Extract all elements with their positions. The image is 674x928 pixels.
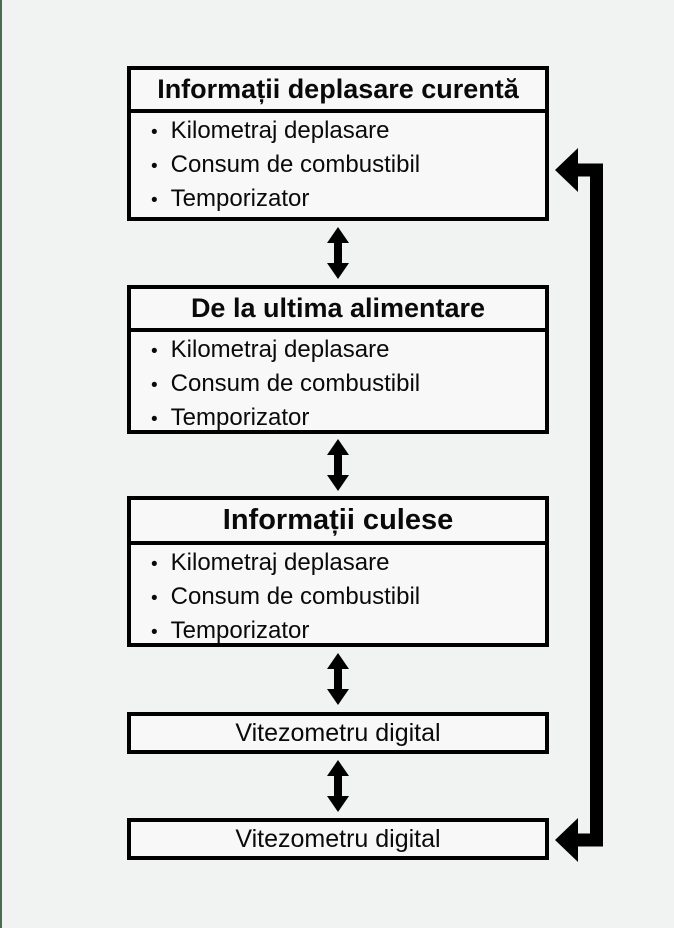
list-item bbox=[151, 183, 537, 217]
bullet-icon: • bbox=[151, 375, 158, 396]
box-current-trip-info bbox=[127, 66, 549, 221]
list-item bbox=[151, 149, 537, 183]
list-item bbox=[151, 547, 537, 581]
box-label: Vitezometru digital bbox=[235, 825, 441, 853]
list-item-label: Kilometraj deplasare bbox=[170, 117, 390, 144]
bullet-icon: • bbox=[151, 190, 158, 211]
bidirectional-arrow-icon bbox=[326, 227, 350, 279]
bullet-icon: • bbox=[151, 122, 158, 143]
box-item-list bbox=[131, 113, 545, 217]
bullet-icon: • bbox=[151, 409, 158, 430]
list-item bbox=[151, 368, 537, 402]
bullet-icon: • bbox=[151, 156, 158, 177]
list-item-label: Kilometraj deplasare bbox=[170, 549, 390, 576]
list-item-label: Temporizator bbox=[170, 617, 310, 644]
list-item-label: Kilometraj deplasare bbox=[170, 336, 390, 363]
box-since-last-refuel bbox=[127, 285, 549, 434]
list-item bbox=[151, 334, 537, 368]
list-item bbox=[151, 615, 537, 647]
list-item bbox=[151, 402, 537, 434]
box-title: Informații deplasare curentă bbox=[131, 70, 545, 113]
box-item-list bbox=[131, 332, 545, 434]
box-label: Vitezometru digital bbox=[235, 719, 441, 747]
bullet-icon: • bbox=[151, 622, 158, 643]
box-digital-speedometer-1 bbox=[127, 712, 549, 754]
bullet-icon: • bbox=[151, 341, 158, 362]
box-title: Informații culese bbox=[131, 500, 545, 545]
bullet-icon: • bbox=[151, 588, 158, 609]
box-collected-info bbox=[127, 496, 549, 647]
list-item-label: Consum de combustibil bbox=[170, 583, 421, 610]
bidirectional-arrow-icon bbox=[326, 760, 350, 812]
bullet-icon: • bbox=[151, 554, 158, 575]
bidirectional-arrow-icon bbox=[326, 653, 350, 705]
list-item-label: Consum de combustibil bbox=[170, 370, 421, 397]
list-item-label: Consum de combustibil bbox=[170, 151, 421, 178]
list-item-label: Temporizator bbox=[170, 404, 310, 431]
box-digital-speedometer-2 bbox=[127, 818, 549, 860]
list-item bbox=[151, 115, 537, 149]
box-item-list bbox=[131, 545, 545, 647]
list-item-label: Temporizator bbox=[170, 185, 310, 212]
box-title: De la ultima alimentare bbox=[131, 289, 545, 332]
bidirectional-arrow-icon bbox=[326, 439, 350, 491]
list-item bbox=[151, 581, 537, 615]
